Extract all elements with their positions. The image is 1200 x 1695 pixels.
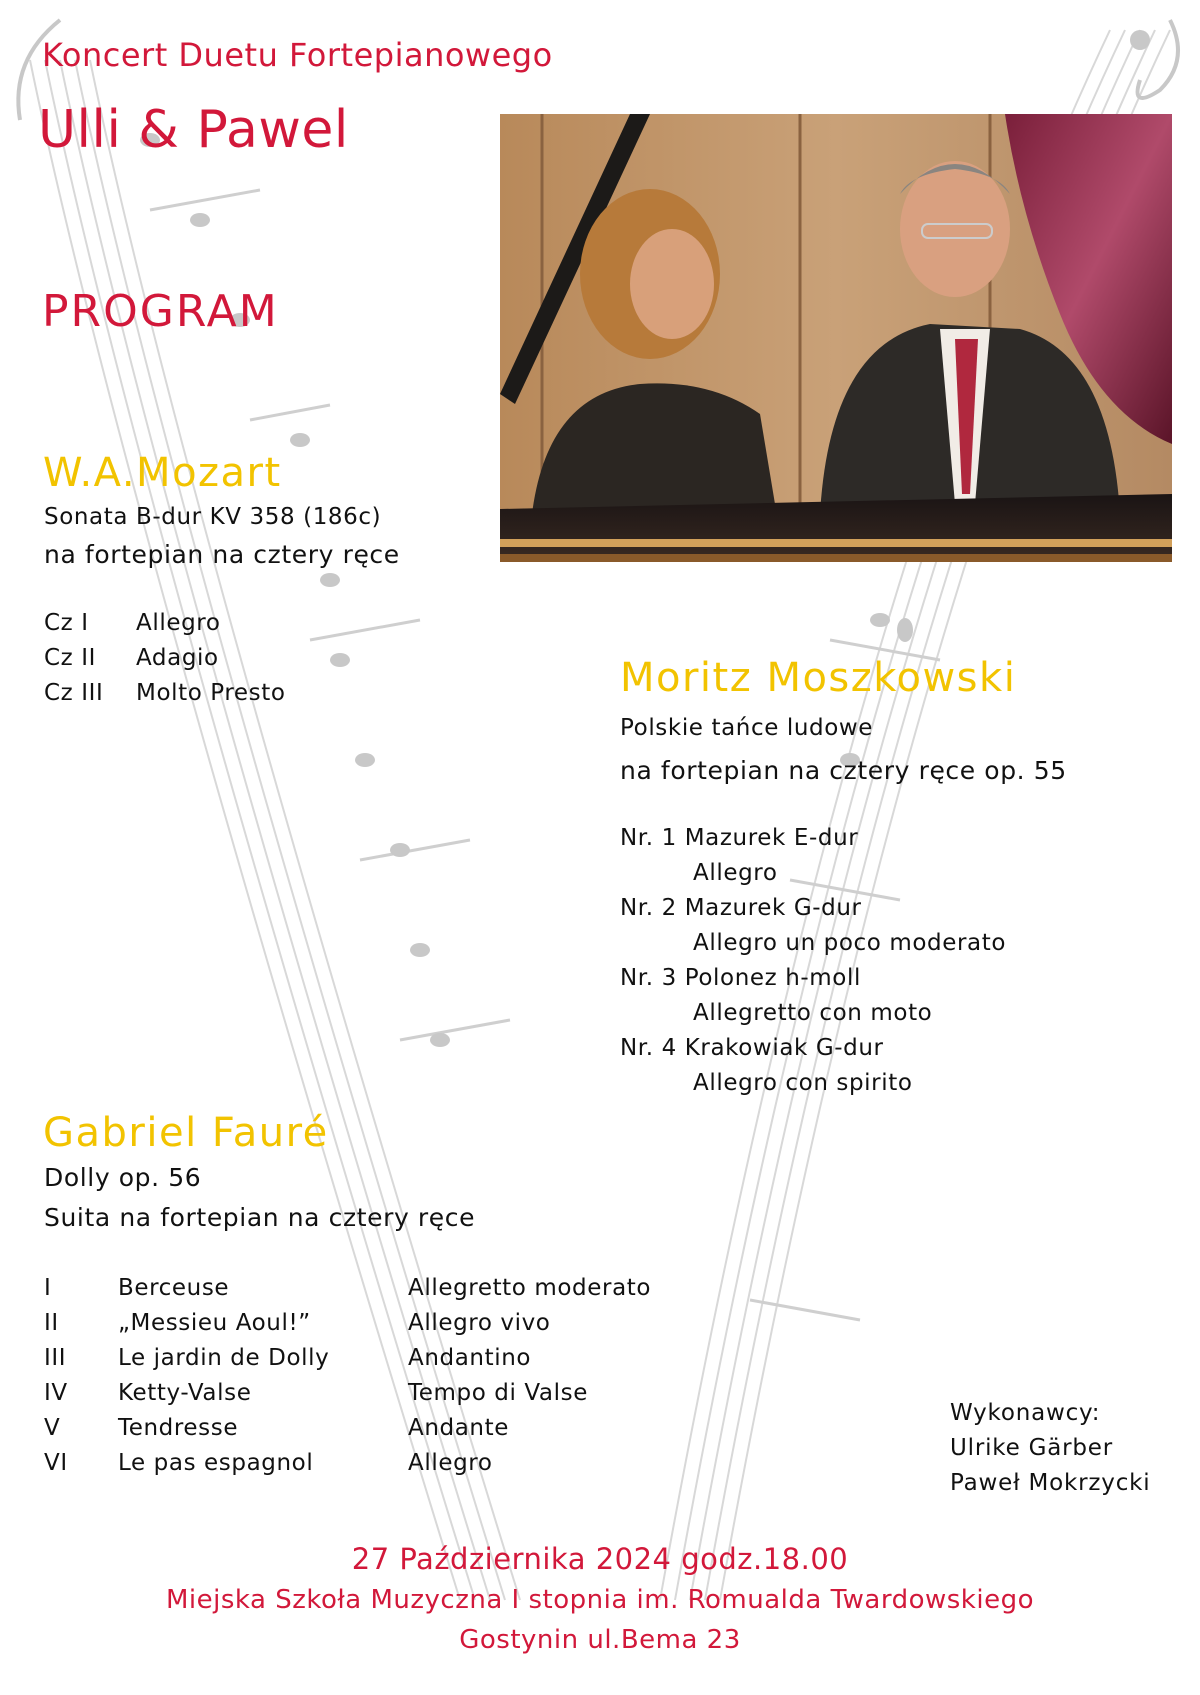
movement-row bbox=[44, 1310, 651, 1345]
movement-number: Cz II bbox=[44, 645, 97, 671]
movement-number: II bbox=[44, 1310, 59, 1336]
moszkowski-work-subtitle: na fortepian na cztery ręce op. 55 bbox=[620, 756, 1067, 785]
faure-work-subtitle: Suita na fortepian na cztery ręce bbox=[44, 1203, 476, 1232]
movement-title: Ketty-Valse bbox=[118, 1380, 252, 1406]
composer-mozart: W.A.Mozart bbox=[43, 450, 282, 496]
moszkowski-work-title: Polskie tańce ludowe bbox=[620, 715, 874, 741]
duo-title: Ulli & Pawel bbox=[38, 100, 349, 160]
movement-tempo: Adagio bbox=[136, 645, 219, 671]
mozart-movements bbox=[44, 610, 286, 715]
pianists-photo bbox=[500, 114, 1172, 562]
movement-row bbox=[44, 1345, 651, 1380]
event-venue: Miejska Szkoła Muzyczna I stopnia im. Romualda Twardowskiego bbox=[165, 1585, 1034, 1615]
piece-tempo: Allegretto con moto bbox=[693, 1000, 933, 1026]
movement-number: V bbox=[44, 1415, 61, 1441]
performer-name: Paweł Mokrzycki bbox=[950, 1470, 1151, 1496]
moszkowski-pieces bbox=[620, 825, 1006, 1105]
faure-work-title: Dolly op. 56 bbox=[44, 1163, 202, 1192]
movement-number: IV bbox=[44, 1380, 68, 1406]
movement-tempo: Allegro bbox=[408, 1450, 493, 1476]
event-address: Gostynin ul.Bema 23 bbox=[459, 1625, 741, 1655]
movement-title: Berceuse bbox=[118, 1275, 230, 1301]
movement-row bbox=[44, 610, 286, 645]
piece-title: Nr. 4 Krakowiak G-dur bbox=[620, 1035, 884, 1061]
composer-faure: Gabriel Fauré bbox=[43, 1110, 329, 1156]
piece-tempo: Allegro bbox=[693, 860, 778, 886]
movement-tempo: Allegro bbox=[136, 610, 221, 636]
movement-row bbox=[44, 1415, 651, 1450]
movement-number: VI bbox=[44, 1450, 68, 1476]
movement-number: III bbox=[44, 1345, 67, 1371]
photo-illustration bbox=[500, 114, 1172, 562]
movement-row bbox=[44, 645, 286, 680]
movement-tempo: Andantino bbox=[408, 1345, 532, 1371]
movement-tempo: Allegro vivo bbox=[408, 1310, 551, 1336]
movement-row bbox=[44, 1450, 651, 1485]
movement-row bbox=[44, 1275, 651, 1310]
mozart-work-subtitle: na fortepian na cztery ręce bbox=[44, 540, 400, 569]
movement-tempo: Andante bbox=[408, 1415, 509, 1441]
performer-name: Ulrike Gärber bbox=[950, 1435, 1114, 1461]
movement-tempo: Allegretto moderato bbox=[408, 1275, 652, 1301]
movement-row bbox=[44, 680, 286, 715]
piece-title: Nr. 3 Polonez h-moll bbox=[620, 965, 861, 991]
program-heading: PROGRAM bbox=[42, 286, 279, 337]
piece-title: Nr. 2 Mazurek G-dur bbox=[620, 895, 862, 921]
movement-title: Le jardin de Dolly bbox=[118, 1345, 330, 1371]
mozart-work-title: Sonata B-dur KV 358 (186c) bbox=[44, 504, 382, 530]
composer-moszkowski: Moritz Moszkowski bbox=[620, 655, 1017, 701]
piece-tempo: Allegro un poco moderato bbox=[693, 930, 1007, 956]
faure-movements bbox=[44, 1275, 651, 1485]
movement-title: „Messieu Aoul!” bbox=[118, 1310, 311, 1336]
movement-number: Cz I bbox=[44, 610, 89, 636]
movement-number: Cz III bbox=[44, 680, 104, 706]
event-date-time: 27 Października 2024 godz.18.00 bbox=[351, 1542, 849, 1576]
movement-title: Tendresse bbox=[118, 1415, 239, 1441]
movement-tempo: Molto Presto bbox=[136, 680, 286, 706]
movement-title: Le pas espagnol bbox=[118, 1450, 314, 1476]
piece-tempo: Allegro con spirito bbox=[693, 1070, 913, 1096]
movement-number: I bbox=[44, 1275, 52, 1301]
performers bbox=[950, 1400, 1150, 1505]
performers-label: Wykonawcy: bbox=[950, 1400, 1101, 1426]
piece-title: Nr. 1 Mazurek E-dur bbox=[620, 825, 859, 851]
movement-tempo: Tempo di Valse bbox=[408, 1380, 588, 1406]
movement-row bbox=[44, 1380, 651, 1415]
concert-subtitle: Koncert Duetu Fortepianowego bbox=[42, 36, 553, 74]
